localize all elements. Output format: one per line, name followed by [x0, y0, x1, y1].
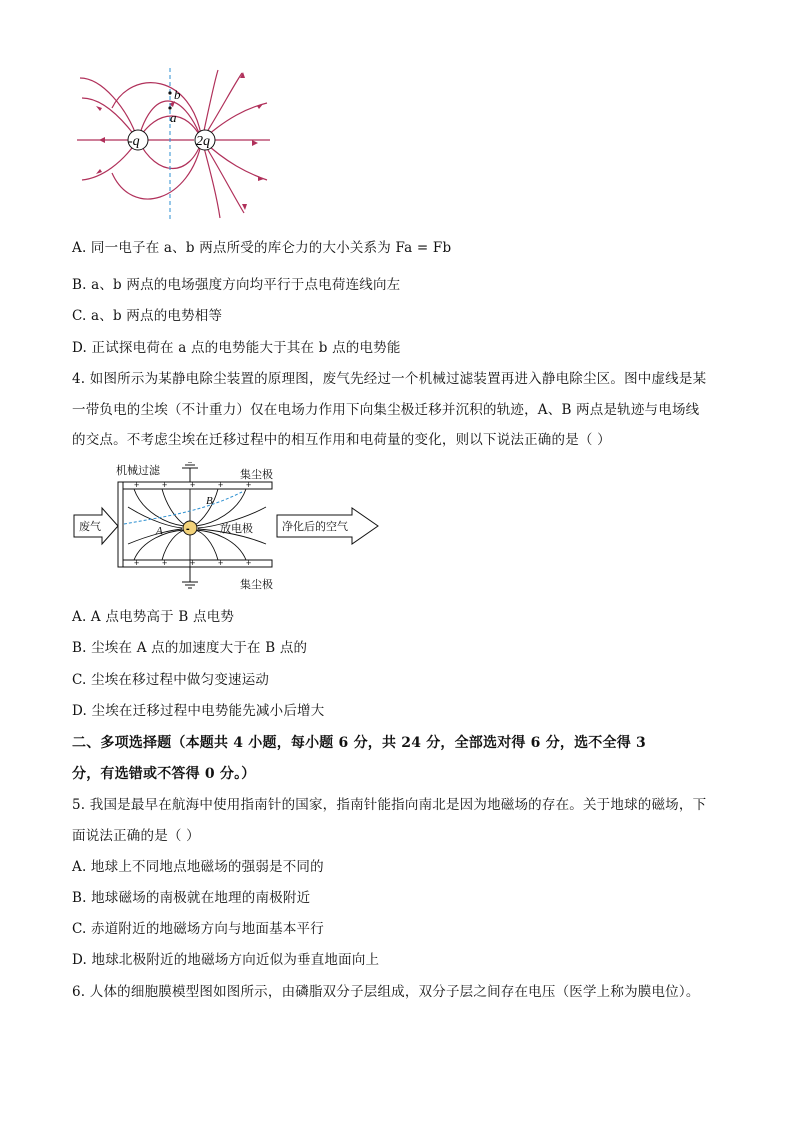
outlet-label: 净化后的空气 — [282, 520, 348, 533]
point-a-label: A — [156, 525, 163, 537]
q4-option-b: B. 尘埃在 A 点的加速度大于在 B 点的 — [72, 640, 308, 656]
q5-option-b: B. 地球磁场的南极就在地理的南极附近 — [72, 890, 311, 906]
charge-negative-q: -q — [128, 134, 140, 149]
q4-stem-line-1: 4. 如图所示为某静电除尘装置的原理图，废气先经过一个机械过滤装置再进入静电除尘区。图中虚线是某 — [72, 371, 707, 387]
electrode-label: 放电极 — [220, 522, 253, 535]
top-plate-label: 集尘极 — [240, 468, 273, 481]
field-lines-figure — [72, 68, 272, 220]
q3-option-a: A. 同一电子在 a、b 两点所受的库仑力的大小关系为 Fa = Fb — [72, 240, 452, 256]
svg-text:+: + — [162, 558, 168, 568]
q5-stem-line-1: 5. 我国是最早在航海中使用指南针的国家，指南针能指向南北是因为地磁场的存在。关于地球的磁场，下 — [72, 797, 707, 813]
svg-text:+: + — [190, 480, 196, 490]
filter-label: 机械过滤 — [116, 464, 160, 477]
inlet-label: 废气 — [79, 520, 101, 533]
q5-option-c: C. 赤道附近的地磁场方向与地面基本平行 — [72, 921, 324, 937]
q6-stem-line-1: 6. 人体的细胞膜模型图如图所示，由磷脂双分子层组成，双分子层之间存在电压（医学上称为膜电位）。 — [72, 984, 700, 1000]
svg-text:+: + — [218, 558, 224, 568]
q5-option-a: A. 地球上不同地点地磁场的强弱是不同的 — [72, 859, 324, 875]
bottom-plate-label: 集尘极 — [240, 578, 273, 591]
q4-option-a: A. A 点电势高于 B 点电势 — [72, 609, 235, 625]
charge-positive-2q: 2q — [196, 134, 210, 149]
q3-option-b: B. a、b 两点的电场强度方向均平行于点电荷连线向左 — [72, 277, 401, 293]
label-a: a — [170, 110, 177, 125]
q3-option-d: D. 正试探电荷在 a 点的电势能大于其在 b 点的电势能 — [72, 340, 401, 356]
svg-text:+: + — [190, 558, 196, 568]
svg-text:+: + — [134, 558, 140, 568]
electrode-sign: - — [186, 523, 190, 535]
q4-option-c: C. 尘埃在移过程中做匀变速运动 — [72, 672, 270, 688]
label-b: b — [174, 87, 181, 102]
q5-stem-line-2: 面说法正确的是（ ） — [72, 828, 200, 844]
section2-heading-line-1: 二、多项选择题（本题共 4 小题，每小题 6 分，共 24 分，全部选对得 6 分，选不全得 3 — [72, 735, 646, 751]
svg-text:+: + — [218, 480, 224, 490]
precipitator-figure — [72, 462, 382, 594]
section2-heading-line-2: 分，有选错或不答得 0 分。） — [72, 766, 256, 782]
q4-stem-line-2: 一带负电的尘埃（不计重力）仅在电场力作用下向集尘极迁移并沉积的轨迹，A、B 两点是轨迹与电场线 — [72, 402, 700, 418]
svg-text:+: + — [246, 480, 252, 490]
svg-text:+: + — [162, 480, 168, 490]
svg-text:+: + — [134, 480, 140, 490]
point-b-label: B — [206, 495, 213, 507]
q3-option-c: C. a、b 两点的电势相等 — [72, 308, 223, 324]
svg-text:+: + — [246, 558, 252, 568]
q5-option-d: D. 地球北极附近的地磁场方向近似为垂直地面向上 — [72, 952, 380, 968]
q4-option-d: D. 尘埃在迁移过程中电势能先减小后增大 — [72, 703, 325, 719]
q4-stem-line-3: 的交点。不考虑尘埃在迁移过程中的相互作用和电荷量的变化，则以下说法正确的是（ ） — [72, 432, 611, 448]
